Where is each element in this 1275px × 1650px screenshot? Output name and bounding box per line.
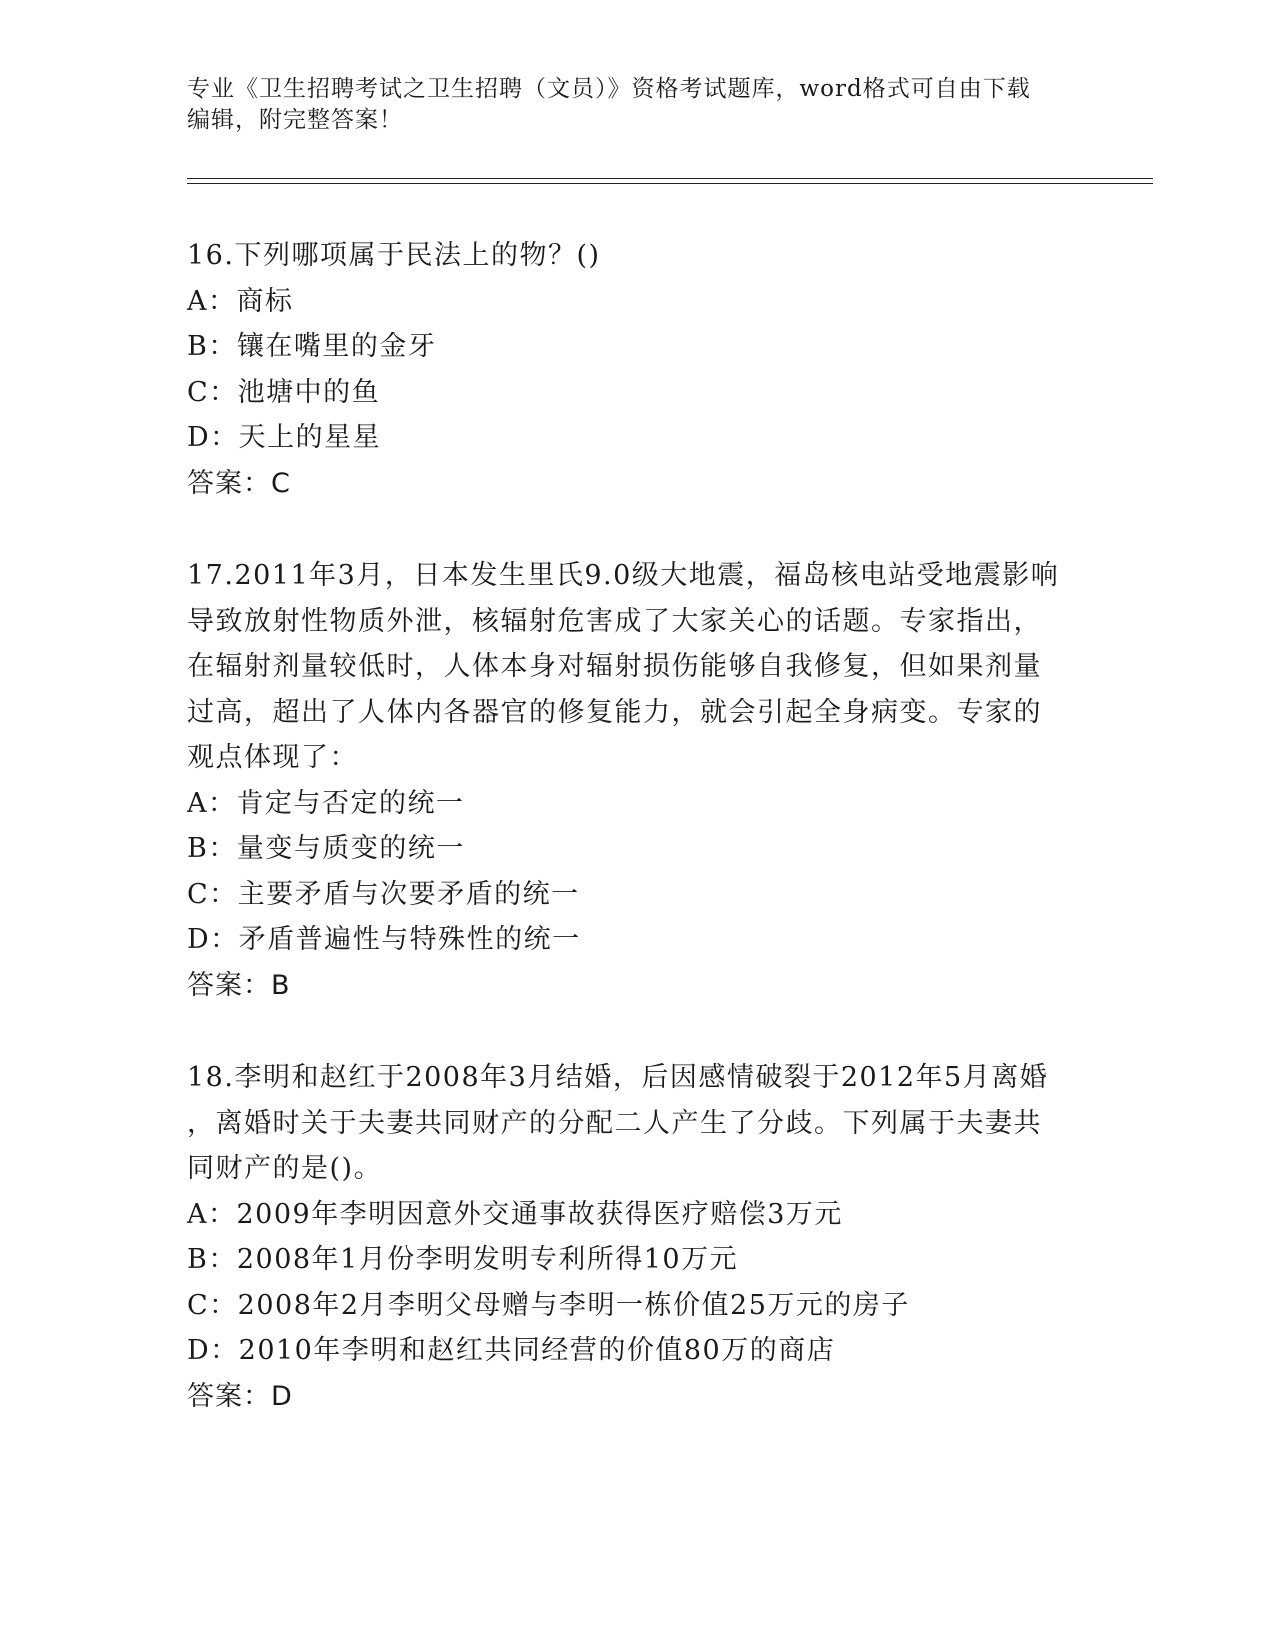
answer: 答案：D	[187, 1380, 293, 1412]
option-d: D：矛盾普遍性与特殊性的统一	[187, 924, 581, 955]
question-18	[187, 1055, 1087, 1419]
option-a: A：商标	[187, 285, 294, 317]
option-c: C：池塘中的鱼	[187, 376, 381, 408]
answer: 答案：C	[187, 467, 291, 499]
question-stem-line: 观点体现了：	[187, 742, 358, 773]
option-a: A：2009年李明因意外交通事故获得医疗赔偿3万元	[187, 1198, 843, 1230]
option-a: A：肯定与否定的统一	[187, 787, 465, 819]
question-stem-line: 在辐射剂量较低时，人体本身对辐射损伤能够自我修复，但如果剂量	[187, 651, 1042, 682]
option-d: D：2010年李明和赵红共同经营的价值80万的商店	[187, 1335, 836, 1366]
option-c: C：主要矛盾与次要矛盾的统一	[187, 878, 580, 910]
header-line-2: 编辑，附完整答案！	[187, 107, 403, 133]
header-rule-bottom	[187, 183, 1153, 184]
question-stem-line: 16.下列哪项属于民法上的物？()	[187, 240, 601, 271]
option-b: B：量变与质变的统一	[187, 833, 465, 864]
document-header	[187, 74, 1087, 136]
question-17	[187, 553, 1087, 1008]
option-c: C：2008年2月李明父母赠与李明一栋价值25万元的房子	[187, 1289, 910, 1321]
question-stem-line: 17.2011年3月，日本发生里氏9.0级大地震，福岛核电站受地震影响	[187, 560, 1060, 591]
question-stem-line: 导致放射性物质外泄，核辐射危害成了大家关心的话题。专家指出，	[187, 605, 1042, 637]
question-stem-line: 18.李明和赵红于2008年3月结婚，后因感情破裂于2012年5月离婚	[187, 1062, 1049, 1093]
option-b: B：2008年1月份李明发明专利所得10万元	[187, 1244, 739, 1275]
header-rule-top	[187, 178, 1153, 179]
question-stem-line: 过高，超出了人体内各器官的修复能力，就会引起全身病变。专家的	[187, 696, 1042, 728]
question-stem-line: 同财产的是()。	[187, 1153, 383, 1184]
option-d: D：天上的星星	[187, 422, 382, 453]
option-b: B：镶在嘴里的金牙	[187, 331, 437, 362]
answer: 答案：B	[187, 969, 291, 1001]
question-stem-line: ，离婚时关于夫妻共同财产的分配二人产生了分歧。下列属于夫妻共	[187, 1107, 1042, 1139]
question-16	[187, 233, 1087, 506]
header-line-1: 专业《卫生招聘考试之卫生招聘（文员）》资格考试题库，word格式可自由下载	[187, 76, 1031, 102]
